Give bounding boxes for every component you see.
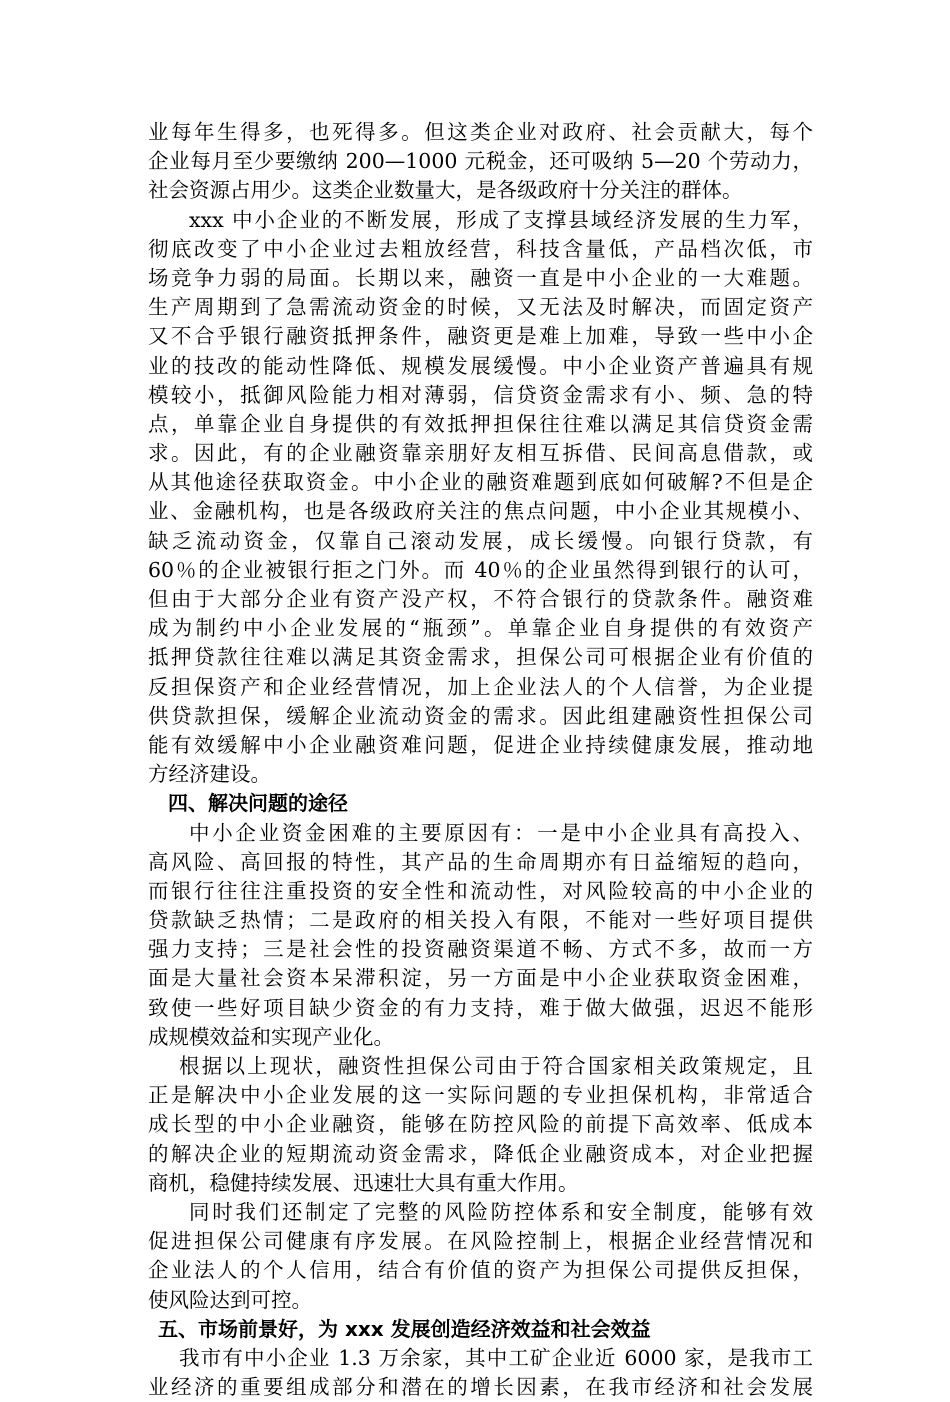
text-line: 社会资源占用少。这类企业数量大，是各级政府十分关注的群体。	[148, 178, 743, 203]
text-line: 高风险、高回报的特性，其产品的生命周期亦有日益缩短的趋向，	[148, 849, 813, 874]
text-line: 求。因此，有的企业融资靠亲朋好友相互拆借、民间高息借款，或	[148, 441, 813, 466]
text-line: 成长型的中小企业融资，能够在防控风险的前提下高效率、低成本	[148, 1112, 813, 1137]
text-line: 生产周期到了急需流动资金的时候，又无法及时解决，而固定资产	[148, 295, 813, 320]
text-line: 强力支持；三是社会性的投资融资渠道不畅、方式不多，故而一方	[148, 937, 813, 962]
text-line: 而银行往往注重投资的安全性和流动性，对风险较高的中小企业的	[148, 878, 813, 903]
text-line: 场竞争力弱的局面。长期以来，融资一直是中小企业的一大难题。	[148, 265, 813, 290]
text-line: 使风险达到可控。	[148, 1287, 312, 1312]
text-line: 彻底改变了中小企业过去粗放经营，科技含量低，产品档次低，市	[148, 236, 813, 261]
paragraph-4	[148, 1052, 813, 1198]
text-line: 商机，稳健持续发展、迅速壮大具有重大作用。	[148, 1170, 579, 1195]
text-line: 业经济的重要组成部分和潜在的增长因素，在我市经济和社会发展	[148, 1375, 813, 1400]
paragraph-6	[148, 1344, 813, 1402]
text-line: 成为制约中小企业发展的“瓶颈”。单靠企业自身提供的有效资产	[148, 616, 813, 641]
text-line: 从其他途径获取资金。中小企业的融资难题到底如何破解?不但是企	[148, 470, 813, 495]
text-line: 供贷款担保，缓解企业流动资金的需求。因此组建融资性担保公司	[148, 703, 813, 728]
text-line: 贷款缺乏热情；二是政府的相关投入有限，不能对一些好项目提供	[148, 908, 813, 933]
text-line: 抵押贷款往往难以满足其资金需求，担保公司可根据企业有价值的	[148, 645, 813, 670]
text-line: 企业每月至少要缴纳 200—1000 元税金，还可吸纳 5—20 个劳动力，	[148, 149, 813, 174]
section-heading-4: 四、解决问题的途径	[168, 791, 348, 816]
text-line: 的解决企业的短期流动资金需求，降低企业融资成本，对企业把握	[148, 1141, 813, 1166]
text-line: 模较小，抵御风险能力相对薄弱，信贷资金需求有小、频、急的特	[148, 382, 813, 407]
text-line: 业、金融机构，也是各级政府关注的焦点问题，中小企业其规模小、	[148, 499, 813, 524]
text-line: 60％的企业被银行拒之门外。而 40％的企业虽然得到银行的认可，	[148, 557, 813, 582]
text-line: 成规模效益和实现产业化。	[148, 1024, 394, 1049]
text-line: 缺乏流动资金，仅靠自己滚动发展，成长缓慢。向银行贷款，有	[148, 528, 813, 553]
text-line: 促进担保公司健康有序发展。在风险控制上，根据企业经营情况和	[148, 1229, 813, 1254]
document-body	[148, 118, 813, 1402]
text-line: 但由于大部分企业有资产没产权，不符合银行的贷款条件。融资难	[148, 587, 813, 611]
text-line: 业每年生得多，也死得多。但这类企业对政府、社会贡献大，每个	[148, 120, 813, 144]
text-line: xxx 中小企业的不断发展，形成了支撑县域经济发展的生力军，	[189, 207, 813, 232]
section-heading-5: 五、市场前景好，为 xxx 发展创造经济效益和社会效益	[158, 1316, 651, 1341]
paragraph-5	[148, 1198, 813, 1315]
text-line: 方经济建设。	[148, 762, 271, 787]
text-line: 致使一些好项目缺少资金的有力支持，难于做大做强，迟迟不能形	[148, 995, 813, 1020]
text-line: 点，单靠企业自身提供的有效抵押担保往往难以满足其信贷资金需	[148, 411, 813, 436]
text-line: 中小企业资金困难的主要原因有：一是中小企业具有高投入、	[189, 820, 813, 845]
text-line: 正是解决中小企业发展的这一实际问题的专业担保机构，非常适合	[148, 1083, 813, 1108]
text-line: 根据以上现状，融资性担保公司由于符合国家相关政策规定，且	[179, 1054, 813, 1078]
text-line: 同时我们还制定了完整的风险防控体系和安全制度，能够有效	[189, 1199, 813, 1224]
paragraph-2	[148, 206, 813, 790]
text-line: 反担保资产和企业经营情况，加上企业法人的个人信誉，为企业提	[148, 674, 813, 699]
text-line: 面是大量社会资本呆滞积淀，另一方面是中小企业获取资金困难，	[148, 966, 813, 991]
text-line: 又不合乎银行融资抵押条件，融资更是难上加难，导致一些中小企	[148, 324, 813, 349]
text-line: 企业法人的个人信用，结合有价值的资产为担保公司提供反担保，	[148, 1258, 813, 1283]
paragraph-3	[148, 819, 813, 1053]
text-line: 能有效缓解中小企业融资难问题，促进企业持续健康发展，推动地	[148, 732, 813, 757]
paragraph-1	[148, 118, 813, 206]
text-line: 我市有中小企业 1.3 万余家，其中工矿企业近 6000 家，是我市工	[179, 1345, 813, 1370]
text-line: 业的技改的能动性降低、规模发展缓慢。中小企业资产普遍具有规	[148, 353, 813, 378]
